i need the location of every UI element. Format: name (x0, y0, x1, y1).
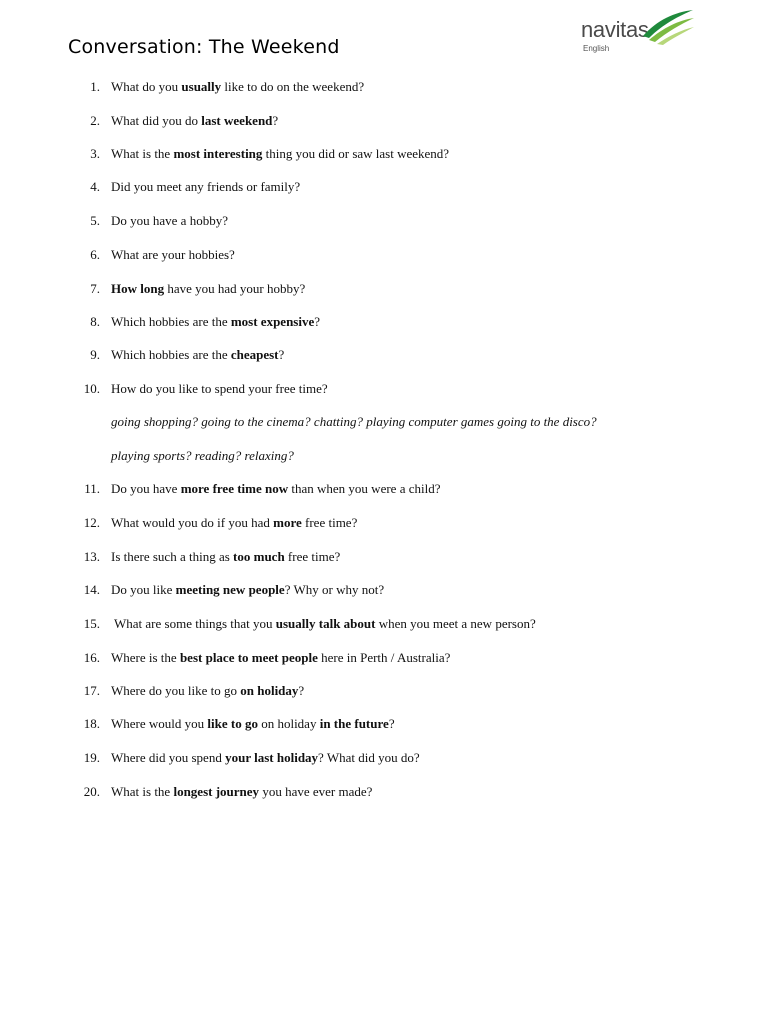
question-text: Which hobbies are the cheapest? (111, 347, 285, 362)
question-text: Which hobbies are the most expensive? (111, 314, 321, 329)
logo-subtitle: English (583, 44, 610, 53)
question-number: 3. (90, 146, 100, 161)
question-text: What do you usually like to do on the weekend? (111, 79, 365, 94)
question-text: What is the longest journey you have ever made? (111, 784, 373, 799)
question-text: How do you like to spend your free time? (111, 381, 328, 396)
question-number: 6. (90, 247, 100, 262)
question-number: 18. (83, 716, 100, 731)
question-number: 4. (90, 179, 100, 194)
question-number: 1. (90, 79, 100, 94)
question-number: 19. (83, 750, 100, 765)
question-text: Where is the best place to meet people here in Perth / Australia? (111, 650, 451, 665)
question-text: How long have you had your hobby? (111, 281, 306, 296)
question-text: Where would you like to go on holiday in the future? (111, 716, 395, 731)
page-title: Conversation: The Weekend (68, 36, 340, 58)
question-text: What did you do last weekend? (111, 113, 279, 128)
question-number: 9. (90, 347, 100, 362)
question-number: 17. (83, 683, 100, 698)
question-number: 7. (90, 281, 100, 296)
example-activities-line: going shopping? going to the cinema? chatting? playing computer games going to the disco? (111, 414, 597, 429)
question-number: 5. (90, 213, 100, 228)
question-number: 16. (83, 650, 100, 665)
question-text: What are some things that you usually talk about when you meet a new person? (111, 616, 536, 631)
question-number: 13. (83, 549, 100, 564)
question-text: Where did you spend your last holiday? What did you do? (111, 750, 420, 765)
question-text: What is the most interesting thing you did or saw last weekend? (111, 146, 450, 161)
question-text: Where do you like to go on holiday? (111, 683, 305, 698)
question-text: Do you have more free time now than when you were a child? (111, 481, 441, 496)
question-text: What are your hobbies? (111, 247, 235, 262)
question-text: Is there such a thing as too much free time? (111, 549, 341, 564)
question-number: 8. (90, 314, 100, 329)
logo-wordmark: navitas (581, 17, 649, 42)
question-number: 20. (83, 784, 100, 799)
question-number: 14. (83, 582, 100, 597)
question-number: 12. (83, 515, 100, 530)
question-number: 10. (83, 381, 100, 396)
question-number: 11. (84, 481, 100, 496)
swoosh-icon (639, 6, 695, 46)
question-text: Did you meet any friends or family? (111, 179, 301, 194)
example-activities-line: playing sports? reading? relaxing? (111, 448, 294, 463)
question-number: 2. (90, 113, 100, 128)
question-text: Do you like meeting new people? Why or why not? (111, 582, 385, 597)
question-number: 15. (83, 616, 100, 631)
question-text: What would you do if you had more free time? (111, 515, 358, 530)
question-text: Do you have a hobby? (111, 213, 228, 228)
navitas-logo (579, 6, 695, 58)
